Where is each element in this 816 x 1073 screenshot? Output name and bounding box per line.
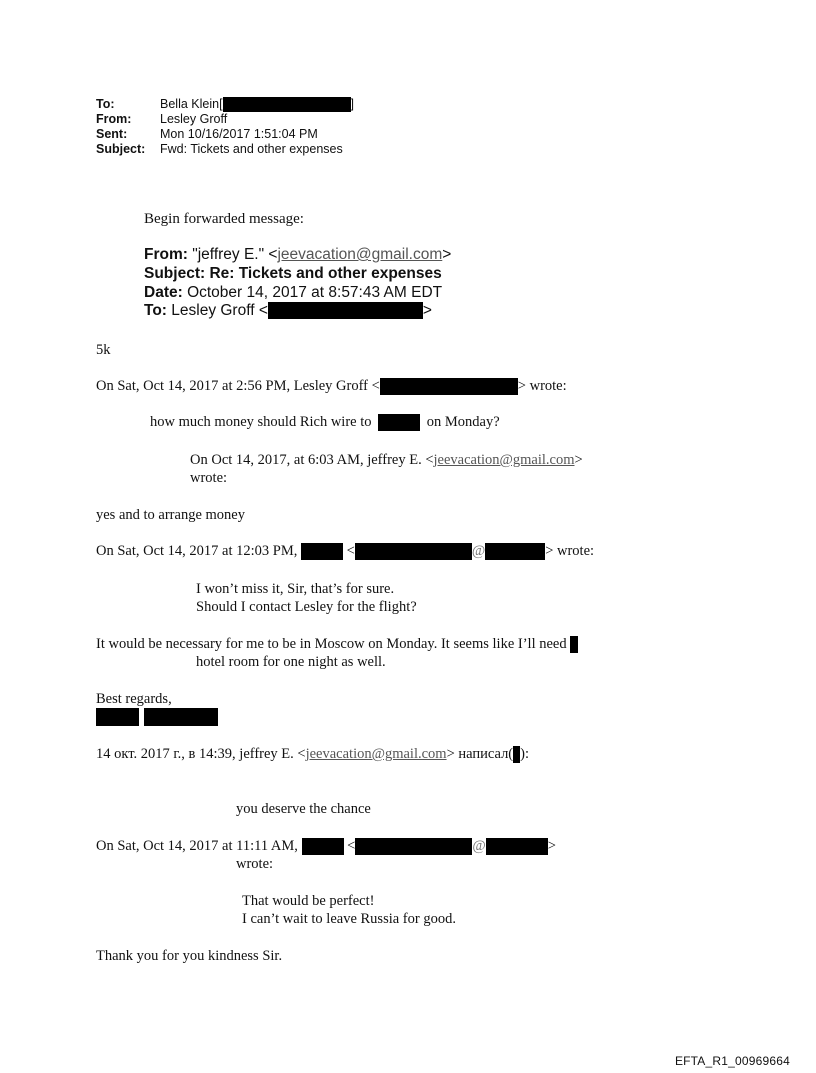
quote-header-text: On Sat, Oct 14, 2017 at 11:11 AM, [96,838,298,854]
how-much-suffix: on Monday? [426,414,500,430]
redaction-box [223,97,351,112]
at-sign: @ [472,838,486,854]
deserve-line: you deserve the chance [236,801,371,817]
moscow-line [96,635,578,653]
redaction-box [355,838,472,855]
sent-label: Sent: [96,127,128,141]
fwd-to-value: Lesley Groff < [166,302,268,319]
redaction-box [485,543,545,560]
fwd-to-label: To: [144,302,167,319]
fwd-subject-line: Subject: Re: Tickets and other expenses [144,265,442,282]
how-much-line [150,413,500,431]
quote-header-close: ): [520,746,529,762]
quote-header-text: On Sat, Oct 14, 2017 at 12:03 PM, [96,543,298,559]
quote-header-close: > [574,452,583,468]
quote-header-1203pm [96,542,594,560]
fwd-from-close: > [442,246,452,263]
yes-arrange-line: yes and to arrange money [96,507,245,523]
redaction-box [355,543,472,560]
redaction-box [144,708,218,726]
jeevacation-email-link[interactable]: jeevacation@gmail.com [305,746,447,762]
best-regards: Best regards, [96,691,172,707]
quote-header-close: > [547,838,556,854]
fwd-date-label: Date: [144,284,183,301]
quote-header-wrote: > написал( [446,746,514,762]
from-value: Lesley Groff [160,112,228,126]
to-label: To: [96,97,115,111]
quote-header-wrote: wrote: [190,470,228,486]
how-much-text: how much money should Rich wire to [150,414,372,430]
redaction-box [302,838,344,855]
quote-header-603am [190,451,583,469]
thanks-line: Thank you for you kindness Sir. [96,948,283,964]
fwd-from-line [144,246,451,265]
fwd-from-label: From: [144,246,188,263]
quote-header-1111am [96,837,556,855]
lt-sign: < [346,543,355,559]
quote-header-wrote: > wrote: [545,543,595,559]
moscow-text: It would be necessary for me to be in Moscow on Monday. It seems like I’ll need [96,636,567,652]
fwd-from-email-link[interactable]: jeevacation@gmail.com [277,246,443,263]
quote-header-wrote: > wrote: [517,378,567,394]
at-sign: @ [471,543,486,559]
quote-header-russian [96,745,529,763]
reply-5k: 5k [96,342,111,358]
jeevacation-email-link[interactable]: jeevacation@gmail.com [433,452,575,468]
forward-intro: Begin forwarded message: [144,211,304,227]
from-label: From: [96,112,132,126]
redaction-box [486,838,548,855]
redaction-box [268,302,423,319]
to-value [160,97,354,113]
fwd-to-close: > [422,302,432,319]
hotel-line: hotel room for one night as well. [196,654,386,670]
quote-header-256pm [96,377,567,395]
quote-header-text: 14 окт. 2017 г., в 14:39, jeffrey E. < [96,746,306,762]
contact-line: Should I contact Lesley for the flight? [196,599,417,615]
bates-number: EFTA_R1_00969664 [674,1054,790,1068]
signature-redaction [96,707,218,726]
redaction-box [378,414,420,431]
quote-header-text: On Oct 14, 2017, at 6:03 AM, jeffrey E. < [190,452,434,468]
sent-value: Mon 10/16/2017 1:51:04 PM [160,127,318,141]
perfect-line: That would be perfect! [242,893,375,909]
subject-value: Fwd: Tickets and other expenses [160,142,343,156]
redaction-box [380,378,518,395]
to-name: Bella Klein[ [160,97,223,111]
redaction-box [301,543,343,560]
quote-header-wrote: wrote: [236,856,274,872]
subject-label: Subject: [96,142,146,156]
lt-sign: < [347,838,356,854]
fwd-to-line [144,302,432,321]
fwd-date-value: October 14, 2017 at 8:57:43 AM EDT [182,284,443,301]
fwd-date-line [144,284,442,303]
to-bracket: ] [350,97,355,111]
quote-header-text: On Sat, Oct 14, 2017 at 2:56 PM, Lesley Groff < [96,378,380,394]
fwd-from-name: "jeffrey E." < [187,246,278,263]
redaction-box [570,636,578,653]
leave-russia-line: I can’t wait to leave Russia for good. [242,911,456,927]
redaction-box [96,708,139,726]
miss-line: I won’t miss it, Sir, that’s for sure. [196,581,395,597]
